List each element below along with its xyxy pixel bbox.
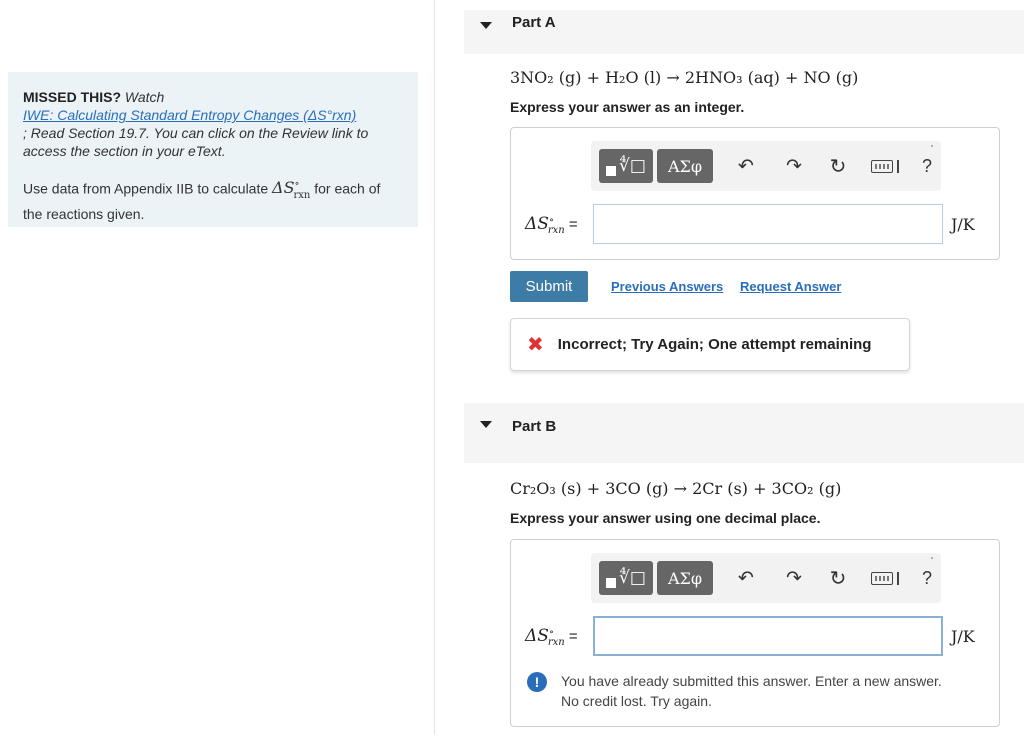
collapse-caret-icon[interactable]: [480, 421, 492, 428]
part-a-instruction: Express your answer as an integer.: [510, 99, 745, 115]
part-b-equation: Cr₂O₃ (s) + 3CO (g) → 2Cr (s) + 3CO₂ (g): [510, 479, 842, 498]
part-a-header[interactable]: [464, 10, 1024, 54]
entropy-symbol: $\Delta S^\circ_{rxn}$: [272, 178, 311, 201]
missed-label: MISSED THIS?: [23, 89, 122, 105]
collapse-caret-icon[interactable]: [480, 22, 492, 29]
incorrect-feedback: [510, 318, 910, 371]
part-a-equation: 3NO₂ (g) + H₂O (l) → 2HNO₃ (aq) + NO (g): [510, 68, 859, 87]
part-b-answer-input[interactable]: [593, 616, 943, 656]
feedback-message: Incorrect; Try Again; One attempt remaining: [557, 336, 872, 353]
notice-line-1: You have already submitted this answer. Enter a new answer.: [561, 673, 942, 689]
part-b-title: Part B: [512, 418, 557, 435]
undo-icon[interactable]: ↶: [738, 155, 754, 177]
toolbar-dot: [931, 557, 933, 559]
help-button[interactable]: ?: [921, 567, 932, 588]
part-a-answer-label: $\Delta S^\circ_{rxn}$ =: [525, 214, 578, 236]
toolbar-dot: [931, 145, 933, 147]
instruction-suffix: for each of the reactions given.: [23, 180, 381, 222]
part-a-answer-input[interactable]: [593, 204, 943, 244]
undo-icon[interactable]: ↶: [738, 567, 754, 589]
templates-button[interactable]: [599, 149, 653, 183]
math-toolbar: [591, 553, 941, 603]
video-link[interactable]: IWE: Calculating Standard Entropy Changes (ΔS°rxn): [23, 107, 357, 123]
greek-symbols-button[interactable]: ΑΣφ: [657, 149, 713, 183]
part-b-header[interactable]: [464, 403, 1024, 463]
help-button[interactable]: ?: [921, 155, 932, 176]
square-root-template-icon: ∜□: [606, 156, 646, 176]
watch-label: Watch: [124, 89, 165, 105]
previous-answers-link[interactable]: Previous Answers: [611, 279, 724, 294]
math-toolbar: [591, 141, 941, 191]
missed-this-box: [8, 72, 418, 227]
keyboard-icon[interactable]: [867, 155, 903, 177]
error-x-icon: ✖: [527, 333, 544, 356]
request-answer-link[interactable]: Request Answer: [740, 279, 842, 294]
keyboard-icon[interactable]: [867, 567, 903, 589]
reset-icon[interactable]: ↻: [829, 567, 847, 590]
part-a-answer-box: [510, 127, 1000, 260]
redo-icon[interactable]: ↷: [786, 155, 802, 177]
left-panel: [0, 0, 434, 745]
templates-button[interactable]: [599, 561, 653, 595]
part-a-unit: J/K: [951, 215, 975, 234]
part-b-answer-box: [510, 539, 1000, 727]
part-b-instruction: Express your answer using one decimal place.: [510, 510, 821, 526]
submit-button[interactable]: Submit: [510, 271, 588, 302]
part-b-unit: J/K: [951, 627, 975, 646]
greek-symbols-button[interactable]: ΑΣφ: [657, 561, 713, 595]
read-section-text: ; Read Section 19.7. You can click on the Review link to access the section in your eText.: [23, 125, 369, 159]
notice-line-2: No credit lost. Try again.: [561, 693, 712, 709]
part-b-answer-label: $\Delta S^\circ_{rxn}$ =: [525, 626, 578, 648]
info-icon: !: [527, 672, 547, 692]
column-divider: [434, 0, 435, 735]
reset-icon[interactable]: ↻: [829, 155, 847, 178]
instruction-prefix: Use data from Appendix IIB to calculate: [23, 180, 269, 197]
square-root-template-icon: ∜□: [606, 568, 646, 588]
part-a-title: Part A: [512, 14, 556, 31]
redo-icon[interactable]: ↷: [786, 567, 802, 589]
